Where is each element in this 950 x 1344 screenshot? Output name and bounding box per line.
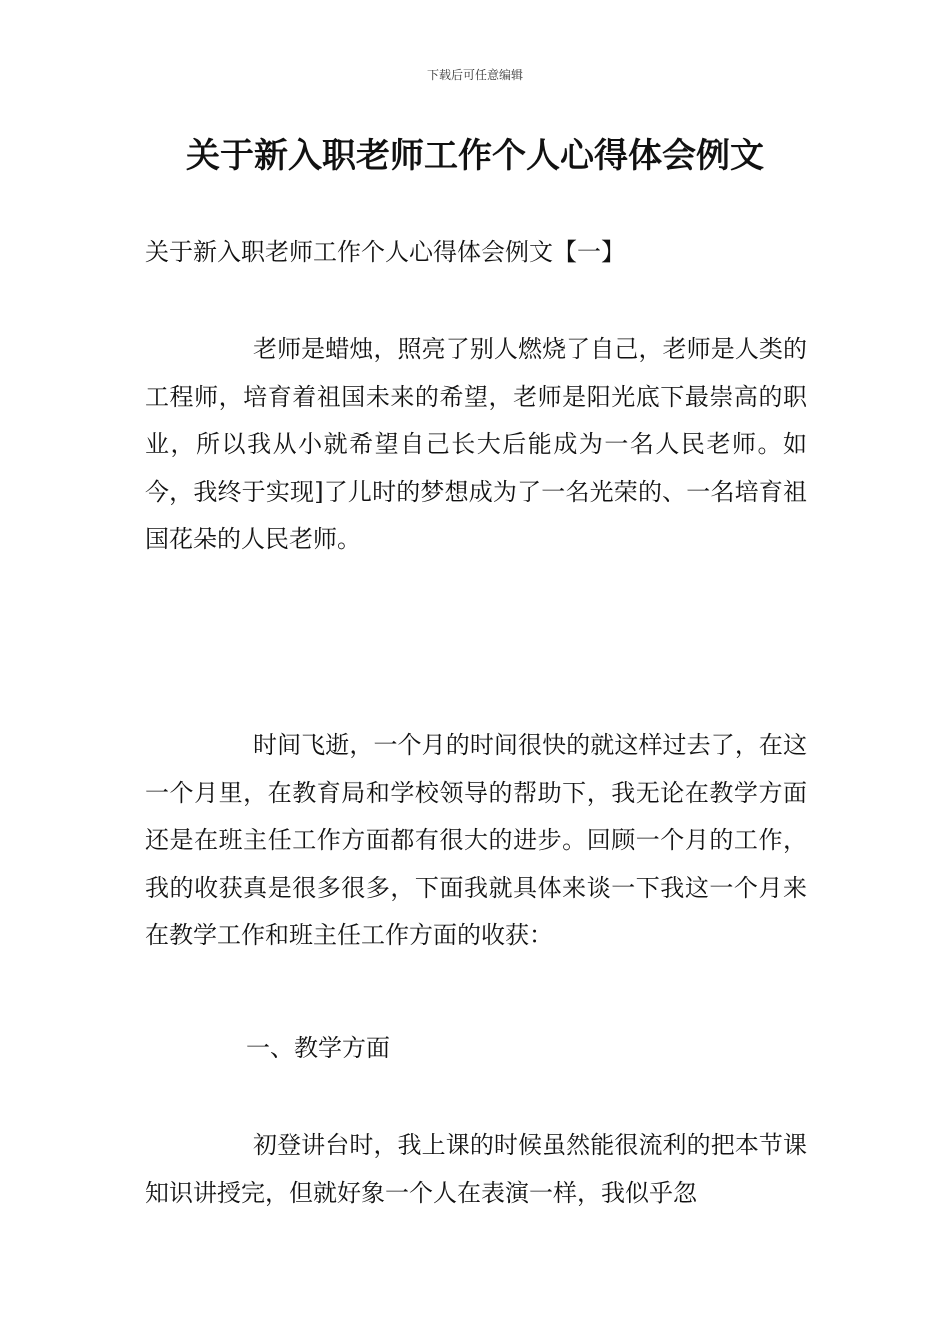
sub-heading-teaching: 一、教学方面 [246, 1034, 390, 1062]
paragraph-teaching: 初登讲台时，我上课的时候虽然能很流利的把本节课知识讲授完，但就好象一个人在表演一样，我似乎忽 [145, 1131, 807, 1207]
header-note: 下载后可任意编辑 [426, 68, 523, 82]
paragraph-intro: 老师是蜡烛，照亮了别人燃烧了自己，老师是人类的工程师，培育着祖国未来的希望，老师是阳光底下最崇高的职业，所以我从小就希望自己长大后能成为一名人民老师。如今，我终于实现]了儿时的梦想成为了一名光荣的、一名培育祖国花朵的人民老师。 [145, 335, 807, 553]
paragraph-reflection: 时间飞逝，一个月的时间很快的就这样过去了，在这一个月里，在教育局和学校领导的帮助下，我无论在教学方面还是在班主任工作方面都有很大的进步。回顾一个月的工作，我的收获真是很多很多，下面我就具体来谈一下我这一个月来在教学工作和班主任工作方面的收获： [145, 731, 807, 949]
section-heading: 关于新入职老师工作个人心得体会例文【一】 [145, 238, 625, 266]
document-title: 关于新入职老师工作个人心得体会例文 [186, 136, 764, 176]
